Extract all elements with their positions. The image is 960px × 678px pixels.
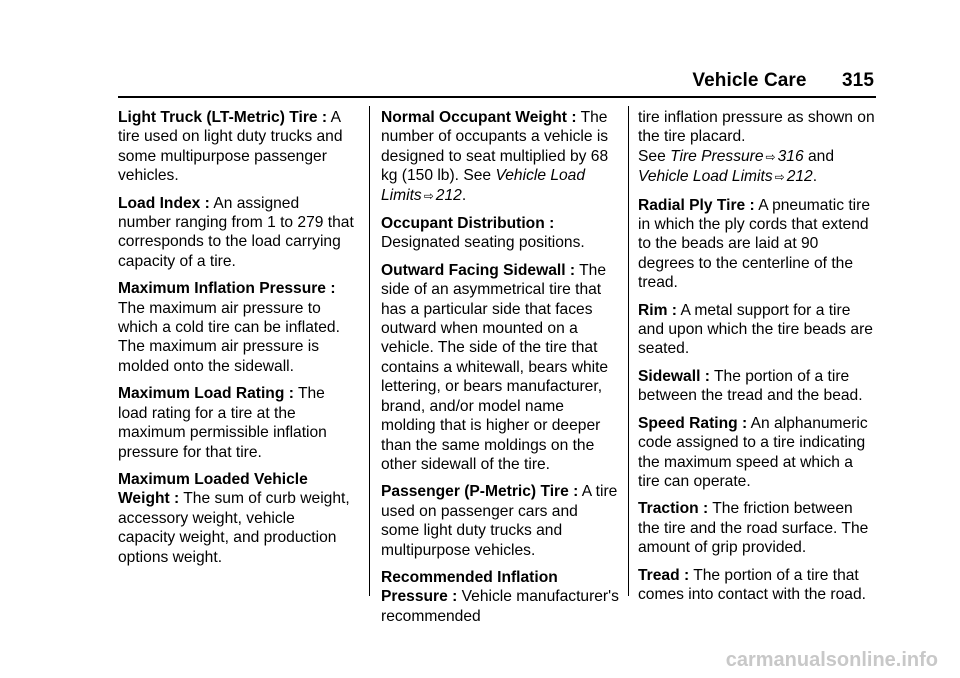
page-arrow-icon: ⇨ — [423, 188, 434, 203]
and-text: and — [807, 147, 835, 165]
colon: : — [568, 483, 579, 501]
colon: : — [745, 196, 755, 214]
term: Radial Ply Tire — [638, 196, 746, 214]
term: Maximum Inflation Pressure — [118, 280, 326, 298]
term: Load Index — [118, 194, 201, 212]
colon: : — [700, 367, 710, 385]
glossary-entry — [638, 499, 876, 557]
column-divider — [369, 106, 370, 596]
header-rule — [118, 96, 876, 98]
definition: Designated seating positions. — [381, 234, 585, 252]
glossary-entry — [118, 194, 356, 272]
term: Occupant Distribution — [381, 215, 545, 233]
definition: The load rating for a tire at the maximum permissible inflation pressure for that tire. — [118, 385, 327, 461]
reference-title: Tire Pressure — [670, 147, 764, 165]
reference-title: Vehicle Load Limits — [381, 167, 586, 204]
definition: A tire used on light duty trucks and some multipurpose passenger vehicles. — [118, 109, 343, 185]
column-1 — [118, 108, 356, 575]
definition: A metal support for a tire and upon which the tire beads are seated. — [638, 301, 873, 358]
section-title: Vehicle Care — [692, 70, 807, 91]
colon: : — [565, 261, 576, 279]
glossary-entry — [381, 568, 619, 626]
cross-reference-link[interactable] — [670, 148, 804, 165]
term: Maximum Load Rating — [118, 385, 285, 403]
glossary-entry — [638, 414, 876, 492]
colon: : — [667, 301, 677, 319]
glossary-entry — [118, 384, 356, 462]
term: Passenger (P-Metric) Tire — [381, 483, 569, 501]
glossary-entry-continued: tire inflation pressure as shown on the tire placard. See Tire Pressure ⇨ 316 and Vehicle Load Limits ⇨ 212. — [638, 109, 875, 186]
colon: : — [200, 194, 210, 212]
glossary-entry — [118, 279, 356, 376]
colon: : — [447, 588, 458, 606]
glossary-entry — [118, 470, 356, 567]
colon: : — [737, 414, 748, 432]
column-divider — [628, 106, 629, 596]
definition: The sum of curb weight, accessory weight, vehicle capacity weight, and production options weight. — [118, 490, 350, 566]
reference-page: 212 — [786, 168, 813, 186]
glossary-entry — [638, 196, 876, 293]
definition: A tire used on passenger cars and some light duty trucks and multipurpose vehicles. — [381, 483, 618, 559]
colon: : — [325, 280, 336, 298]
term: Rim — [638, 301, 668, 319]
definition: An alphanumeric code assigned to a tire indicating the maximum speed at which a tire can operate. — [638, 414, 868, 490]
colon: : — [567, 109, 577, 126]
watermark: carmanualsonline.info — [725, 649, 938, 671]
page-arrow-icon: ⇨ — [765, 149, 776, 164]
term: Outward Facing Sidewall — [381, 261, 566, 279]
term: Sidewall — [638, 367, 701, 385]
reference-page: 212 — [435, 186, 462, 204]
definition: The maximum air pressure to which a cold tire can be inflated. The maximum air pressure is molded onto the sidewall. — [118, 299, 340, 375]
glossary-entry — [381, 261, 619, 474]
glossary-entry — [638, 566, 876, 605]
colon: : — [698, 500, 709, 518]
colon: : — [544, 215, 555, 233]
term: Recommended Inflation Pressure — [381, 568, 558, 606]
definition: The portion of a tire that comes into contact with the road. — [638, 566, 866, 603]
page-number: 315 — [841, 70, 874, 91]
glossary-entry — [638, 301, 876, 359]
glossary-entry — [638, 367, 876, 406]
cross-reference-link[interactable] — [638, 168, 813, 185]
definition: The number of occupants a vehicle is designed to seat multiplied by 68 kg (150 lb). See — [381, 109, 609, 185]
definition: The portion of a tire between the tread and the bead. — [638, 367, 863, 405]
colon: : — [169, 490, 180, 508]
column-3 — [638, 108, 876, 612]
term: Normal Occupant Weight — [381, 109, 567, 126]
term: Tread — [638, 566, 680, 584]
reference-title: Vehicle Load Limits — [638, 168, 773, 186]
column-2 — [381, 108, 619, 634]
glossary-entry — [381, 482, 619, 560]
colon: : — [679, 566, 690, 584]
definition: The side of an asymmetrical tire that has a particular side that faces outward when mounted on a vehicle. The side of the tire that contains a whitewall, bears white lettering, or bears manufacturer, brand, and/or model name molding that is higher or deeper than the same moldings on the other sidewall of the tire. — [381, 261, 609, 473]
glossary-entry: Normal Occupant Weight : The number of occupants a vehicle is designed to seat multiplied by 68 kg (150 lb). See Vehicle Load Limits ⇨ 212. — [381, 109, 609, 204]
colon: : — [317, 109, 328, 126]
term: Speed Rating — [638, 414, 738, 432]
definition: A pneumatic tire in which the ply cords that extend to the beads are laid at 90 degrees to the centerline of the tread. — [638, 196, 871, 292]
definition: tire inflation pressure as shown on the tire placard. — [638, 109, 875, 146]
see-text: See — [638, 147, 666, 165]
definition: An assigned number ranging from 1 to 279 that corresponds to the load carrying capacity of a tire. — [118, 194, 354, 270]
glossary-entry — [118, 108, 356, 186]
term: Maximum Loaded Vehicle Weight — [118, 470, 308, 508]
page-header — [692, 70, 874, 92]
definition: The friction between the tire and the road surface. The amount of grip provided. — [638, 500, 869, 557]
term: Light Truck (LT-Metric) Tire — [118, 109, 318, 126]
term: Traction — [638, 500, 699, 518]
page-arrow-icon: ⇨ — [774, 170, 785, 185]
reference-page: 316 — [777, 147, 804, 165]
glossary-entry — [381, 214, 619, 253]
colon: : — [284, 385, 294, 403]
definition: Vehicle manufacturer's recommended — [381, 588, 619, 625]
